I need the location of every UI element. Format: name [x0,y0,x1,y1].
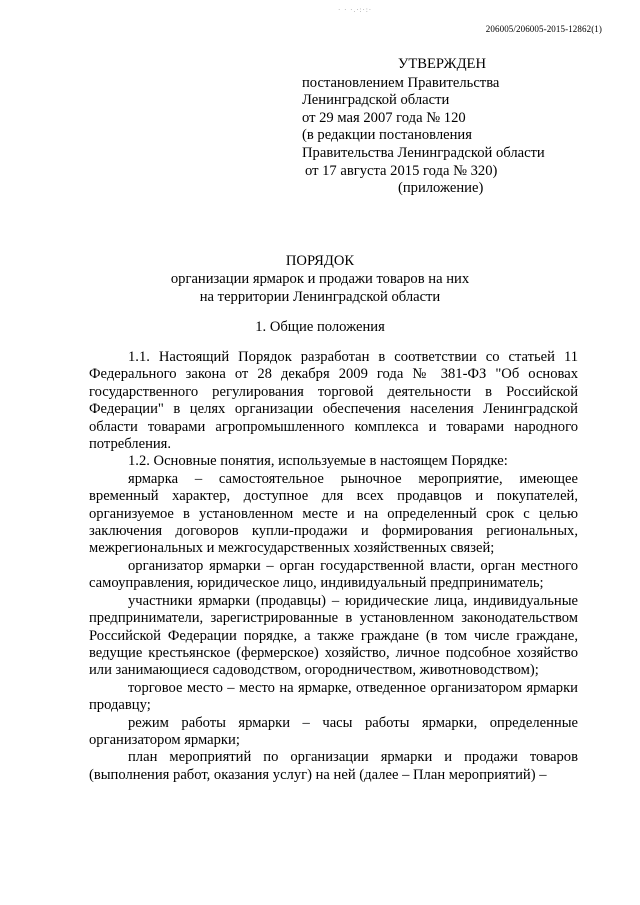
paragraph: 1.1. Настоящий Порядок разработан в соответствии со статьей 11 Федерального закона от 28 декабря 2009 года № 381-ФЗ "Об основах государственного регулирования торговой деятельности в Российской Федерации" в целях организации обеспечения населения Ленинградской области товарами агропромышленного комплекса и товарами народного потребления. [89,349,578,453]
approval-line: Ленинградской области [302,92,450,109]
document-subtitle: на территории Ленинградской области [199,289,441,305]
approval-line: от 29 мая 2007 года № 120 [302,109,466,126]
approval-line: Правительства Ленинградской области [302,144,545,161]
approval-appendix: (приложение) [398,180,484,197]
scan-mark: · · ·.·:·:· [338,6,373,14]
document-body [89,349,578,784]
document-title: ПОРЯДОК [285,253,355,269]
definition-paragraph: ярмарка – самостоятельное рыночное мероприятие, имеющее временный характер, доступное для всех продавцов и покупателей, организуемое в установленном месте и на определенный срок с целью заключения договоров купли-продажи и формирования региональных, межрегиональных и межгосударственных хозяйственных связей; [89,470,578,557]
definition-paragraph: участники ярмарки (продавцы) – юридические лица, индивидуальные предприниматели, зарегистрированные в установленном законодательством Российской Федерации порядке, а также граждане (в том числе граждане, ведущие крестьянское (фермерское) хозяйство, личное подсобное хозяйство или занимающиеся садоводством, огородничеством, животноводством); [89,592,578,679]
section-title: 1. Общие положения [255,319,385,335]
document-heading [80,252,560,306]
approval-line: от 17 августа 2015 года № 320) [305,162,498,179]
approval-block [302,56,602,198]
approval-line: постановлением Правительства [302,74,500,91]
definition-paragraph: организатор ярмарки – орган государственной власти, орган местного самоуправления, юридическое лицо, индивидуальный предприниматель; [89,557,578,592]
approval-title: УТВЕРЖДЕН [398,56,486,72]
definition-paragraph: торговое место – место на ярмарке, отведенное организатором ярмарки продавцу; [89,679,578,714]
definition-paragraph: план мероприятий по организации ярмарки и продажи товаров (выполнения работ, оказания услуг) на ней (далее – План мероприятий) – [89,749,578,783]
definition-paragraph: режим работы ярмарки – часы работы ярмарки, определенные организатором ярмарки; [89,714,578,748]
paragraph: 1.2. Основные понятия, используемые в настоящем Порядке: [128,453,508,470]
approval-line: (в редакции постановления [302,127,472,144]
document-subtitle: организации ярмарок и продажи товаров на них [170,271,470,287]
document-code: 206005/206005-2015-12862(1) [485,24,602,34]
